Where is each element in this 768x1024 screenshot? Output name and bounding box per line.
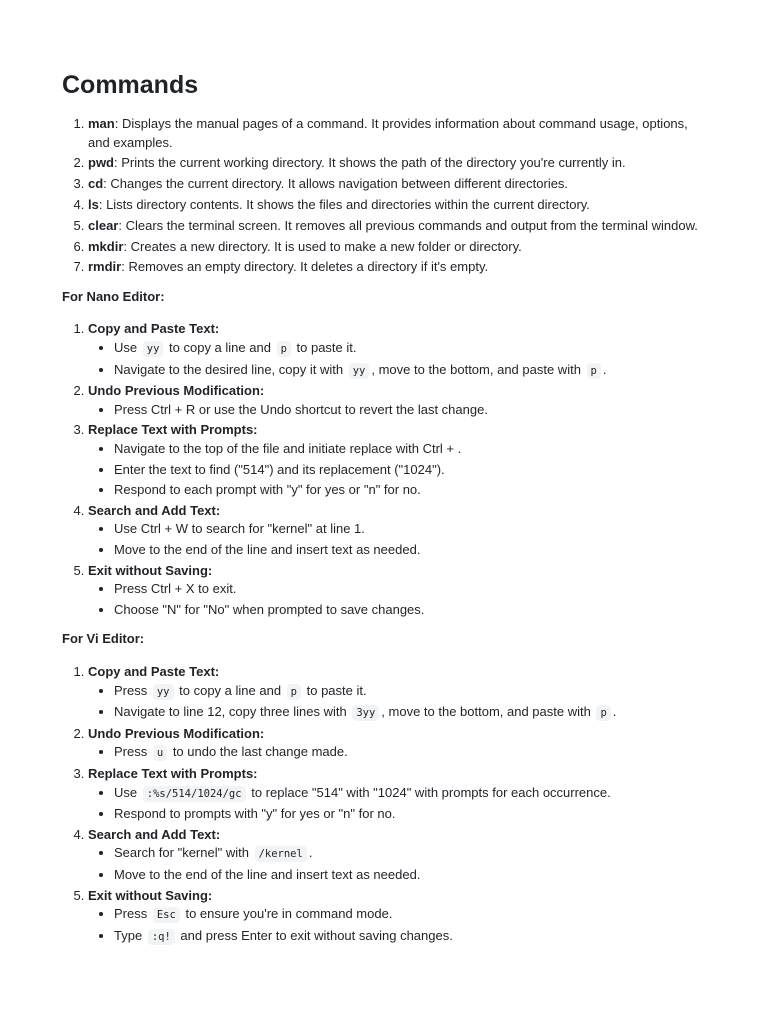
inline-code: p bbox=[587, 363, 601, 379]
step-bullets bbox=[88, 784, 710, 824]
step-title: Replace Text with Prompts: bbox=[88, 422, 258, 438]
command-description: : Creates a new directory. It is used to make a new folder or directory. bbox=[123, 238, 522, 254]
step-bullets bbox=[88, 905, 710, 946]
step-item bbox=[88, 421, 710, 499]
step-item bbox=[88, 663, 710, 723]
page-title: Commands bbox=[62, 71, 199, 99]
step-item bbox=[88, 765, 710, 824]
text: . bbox=[612, 704, 617, 720]
list-item bbox=[88, 238, 710, 257]
step-title: Replace Text with Prompts: bbox=[88, 765, 258, 781]
step-bullets bbox=[88, 743, 710, 763]
bullet-item: • Use Ctrl + W to search for "kernel" at line 1. bbox=[114, 520, 710, 539]
text: Search for "kernel" with bbox=[114, 845, 249, 861]
command-description: : Removes an empty directory. It deletes a directory if it's empty. bbox=[121, 259, 489, 275]
bullet-item bbox=[114, 844, 710, 864]
nano-steps-list bbox=[62, 320, 710, 619]
step-title: Undo Previous Modification: bbox=[88, 725, 265, 741]
bullet-item: • Move to the end of the line and insert text as needed. bbox=[114, 541, 710, 560]
text: to paste it. bbox=[296, 340, 357, 356]
vi-steps-list bbox=[62, 663, 710, 946]
step-bullets bbox=[88, 844, 710, 884]
text: Type bbox=[114, 927, 143, 943]
bullet-item: • Press Ctrl + R or use the Undo shortcut to revert the last change. bbox=[114, 401, 710, 420]
bullet-item: • Respond to prompts with "y" for yes or "n" for no. bbox=[114, 805, 710, 824]
text: to copy a line and bbox=[179, 682, 282, 698]
step-item bbox=[88, 826, 710, 885]
text: , move to the bottom, and paste with bbox=[371, 361, 581, 377]
bullet-item: • Enter the text to find ("514") and its replacement ("1024"). bbox=[114, 461, 710, 480]
inline-code: p bbox=[287, 684, 301, 700]
text: to copy a line and bbox=[169, 340, 271, 356]
list-item bbox=[88, 175, 710, 194]
step-title: Undo Previous Modification: bbox=[88, 383, 265, 399]
bullet-item: • Move to the end of the line and insert text as needed. bbox=[114, 866, 710, 885]
step-title: Copy and Paste Text: bbox=[88, 663, 220, 679]
step-item bbox=[88, 562, 710, 620]
inline-code: :%s/514/1024/gc bbox=[143, 786, 246, 802]
text: and press Enter to exit without saving changes. bbox=[180, 927, 453, 943]
inline-code: Esc bbox=[153, 907, 180, 923]
inline-code: p bbox=[277, 341, 291, 357]
text: Use bbox=[114, 340, 138, 356]
command-name: pwd bbox=[88, 155, 114, 171]
command-description: : Lists directory contents. It shows the files and directories within the current directory. bbox=[98, 196, 590, 212]
inline-code: yy bbox=[143, 341, 164, 357]
step-item bbox=[88, 887, 710, 947]
step-title: Copy and Paste Text: bbox=[88, 321, 220, 337]
step-bullets bbox=[88, 682, 710, 723]
bullet-item bbox=[114, 905, 710, 925]
text: to paste it. bbox=[306, 682, 367, 698]
step-title: Search and Add Text: bbox=[88, 826, 221, 842]
step-bullets bbox=[88, 339, 710, 380]
list-item bbox=[88, 217, 710, 236]
command-name: clear bbox=[88, 217, 119, 233]
step-bullets bbox=[88, 440, 710, 500]
command-name: man bbox=[88, 116, 115, 131]
bullet-item bbox=[114, 703, 710, 723]
bullet-item bbox=[114, 927, 710, 947]
command-name: ls bbox=[88, 196, 99, 212]
document bbox=[62, 68, 710, 948]
inline-code: :q! bbox=[148, 929, 175, 945]
bullet-item: • Choose "N" for "No" when prompted to save changes. bbox=[114, 601, 710, 620]
command-description: : Clears the terminal screen. It removes all previous commands and output from the terminal window. bbox=[118, 217, 698, 233]
step-item bbox=[88, 725, 710, 763]
bullet-item bbox=[114, 682, 710, 702]
text: to undo the last change made. bbox=[172, 744, 348, 760]
step-item bbox=[88, 320, 710, 380]
command-description: : Displays the manual pages of a command. It provides information about command usage, options, and examples. bbox=[88, 116, 688, 150]
step-title: Exit without Saving: bbox=[88, 887, 213, 903]
bullet-item bbox=[114, 361, 710, 381]
inline-code: yy bbox=[349, 363, 370, 379]
inline-code: 3yy bbox=[352, 705, 379, 721]
text: . bbox=[308, 845, 313, 861]
text: Navigate to the desired line, copy it with bbox=[114, 361, 344, 377]
text: Navigate to line 12, copy three lines with bbox=[114, 704, 347, 720]
step-bullets bbox=[88, 401, 710, 420]
text: Press bbox=[114, 906, 148, 922]
inline-code: p bbox=[596, 705, 610, 721]
nano-section-heading: For Nano Editor: bbox=[62, 288, 165, 304]
bullet-item: • Respond to each prompt with "y" for yes or "n" for no. bbox=[114, 481, 710, 500]
commands-list bbox=[62, 115, 710, 277]
list-item bbox=[88, 258, 710, 277]
bullet-item bbox=[114, 784, 710, 804]
command-description: : Prints the current working directory. It shows the path of the directory you're currently in. bbox=[114, 155, 626, 171]
step-title: Exit without Saving: bbox=[88, 562, 213, 578]
text: to ensure you're in command mode. bbox=[185, 906, 393, 922]
step-bullets bbox=[88, 520, 710, 559]
bullet-item: • Navigate to the top of the file and initiate replace with Ctrl + . bbox=[114, 440, 710, 459]
command-name: rmdir bbox=[88, 259, 122, 275]
vi-section-heading: For Vi Editor: bbox=[62, 631, 145, 647]
text: Use bbox=[114, 784, 138, 800]
text: , move to the bottom, and paste with bbox=[381, 704, 591, 720]
inline-code: u bbox=[153, 745, 167, 761]
command-description: : Changes the current directory. It allows navigation between different directories. bbox=[103, 176, 569, 192]
step-bullets bbox=[88, 580, 710, 619]
command-name: mkdir bbox=[88, 238, 124, 254]
text: to replace "514" with "1024" with prompts for each occurrence. bbox=[251, 784, 611, 800]
inline-code: yy bbox=[153, 684, 174, 700]
bullet-item: • Press Ctrl + X to exit. bbox=[114, 580, 710, 599]
text: Press bbox=[114, 682, 148, 698]
command-name: cd bbox=[88, 176, 104, 192]
bullet-item bbox=[114, 743, 710, 763]
text: Press bbox=[114, 744, 148, 760]
bullet-item bbox=[114, 339, 710, 359]
list-item bbox=[88, 196, 710, 215]
list-item bbox=[88, 115, 710, 152]
step-item bbox=[88, 502, 710, 560]
list-item bbox=[88, 154, 710, 173]
step-item bbox=[88, 382, 710, 419]
inline-code: /kernel bbox=[255, 846, 307, 862]
step-title: Search and Add Text: bbox=[88, 502, 221, 518]
text: . bbox=[602, 361, 607, 377]
